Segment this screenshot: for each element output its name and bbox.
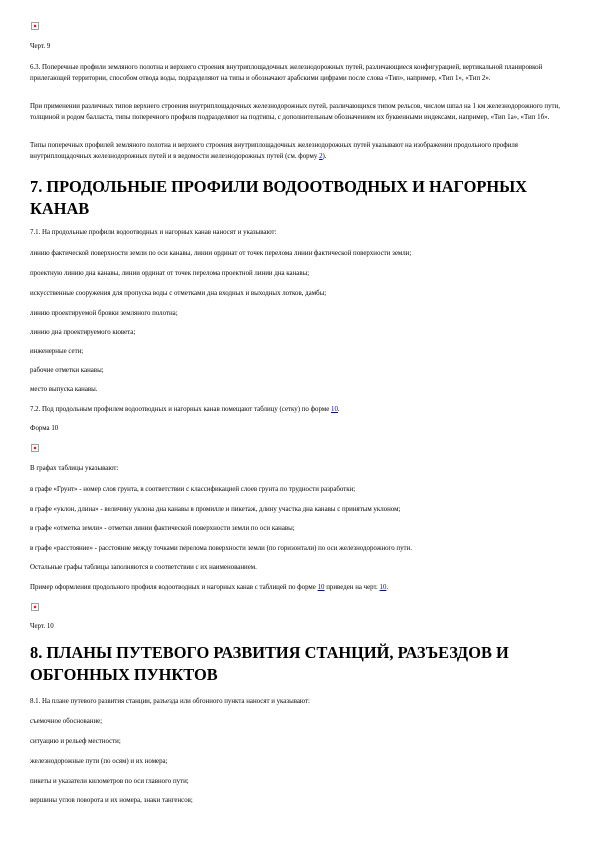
form-2-link[interactable]: 2 — [319, 152, 323, 160]
list-item: пикеты и указатели километров по оси главного пути; — [30, 778, 189, 785]
section-7-heading: 7. ПРОДОЛЬНЫЕ ПРОФИЛИ ВОДООТВОДНЫХ И НАГОРНЫХ КАНАВ — [30, 177, 528, 218]
figure-9-caption: Черт. 9 — [30, 43, 51, 50]
broken-image-icon — [31, 603, 39, 611]
figure-10-caption: Черт. 10 — [30, 623, 54, 630]
form-10-link[interactable]: 10 — [317, 584, 325, 591]
list-item: линию фактической поверхности земли по оси канавы, линии ординат от точек перелома линии фактической поверхности земли; — [30, 250, 412, 257]
figure-10-link[interactable]: 10 — [379, 584, 387, 591]
section-8-heading: 8. ПЛАНЫ ПУТЕВОГО РАЗВИТИЯ СТАНЦИЙ, РАЗЪЕЗДОВ И ОБГОННЫХ ПУНКТОВ — [30, 643, 509, 684]
list-item: железнодорожные пути (по осям) и их номера; — [30, 758, 168, 765]
list-item: вершины углов поворота и их номера, знаки тангенсов; — [30, 797, 193, 804]
broken-image-icon — [31, 444, 39, 452]
paragraph-example: Пример оформления продольного профиля водоотводных и нагорных канав с таблицей по форме 10 приведен на черт. 10. — [30, 584, 389, 591]
paragraph-6-3-subtypes: При применении различных типов верхнего строения внутриплощадочных железнодорожных путей, различающихся типом рельсов, числом шпал на 1 км железнодорожного пути, толщиной и родом балласта, типы поперечного профиля подразделяют на подтипы, с дополнительным обозначением их буквенными индексами, например, «Тип 1а», «Тип 1б». — [30, 103, 560, 121]
list-item: в графе «Грунт» - номер слоя грунта, в соответствии с классификацией слоев грунта по трудности разработки; — [30, 486, 356, 493]
list-item: в графе «отметка земли» - отметки линии фактической поверхности земли по оси канавы; — [30, 525, 295, 532]
list-item: линию проектируемой бровки земляного полотна; — [30, 310, 178, 317]
list-item: искусственные сооружения для пропуска воды с отметками дна входных и выходных лотков, дамбы; — [30, 290, 327, 297]
table-columns-intro: В графах таблицы указывают: — [30, 465, 119, 472]
list-item: проектную линию дна канавы, линии ординат от точек перелома проектной линии дна канавы; — [30, 270, 310, 277]
paragraph-8-1: 8.1. На плане путевого развития станции, разъезда или обгонного пункта наносят и указывают: — [30, 698, 310, 705]
list-item: инженерные сети; — [30, 348, 84, 355]
paragraph-7-1: 7.1. На продольные профили водоотводных и нагорных канав наносят и указывают: — [30, 229, 277, 236]
list-item: съемочное обоснование; — [30, 718, 103, 725]
list-item: в графе «уклон, длина» - величину уклона дна канавы в промилле и пикетаж, длину участка дна канавы с принятым уклоном; — [30, 506, 401, 513]
list-item: место выпуска канавы. — [30, 386, 98, 393]
list-item: рабочие отметки канавы; — [30, 367, 104, 374]
paragraph-6-3-types: Типы поперечных профилей земляного полотна и верхнего строения внутриплощадочных железнодорожных путей указывают на изображении продольного профиля внутриплощадочных железнодорожных путей и в ведомости железнодорожных путей (см. форму 2). — [30, 142, 518, 160]
list-item: линию дна проектируемого кювета; — [30, 329, 136, 336]
broken-image-icon — [31, 22, 39, 30]
paragraph-rest: Остальные графы таблицы заполняются в соответствии с их наименованием. — [30, 564, 257, 571]
form-10-link[interactable]: 10 — [331, 406, 338, 413]
list-item: в графе «расстояние» - расстояние между точками перелома поверхности земли (по горизонтали) по оси железнодорожного пути. — [30, 545, 412, 552]
paragraph-6-3: 6.3. Поперечные профили земляного полотна и верхнего строения внутриплощадочных железнодорожных путей, различающиеся конфигурацией, вертикальной планировкой прилегающей территории, способом отвода воды, подразделяют на типы и обозначают арабскими цифрами после слова «Тип», например, «Тип 1», «Тип 2». — [30, 64, 543, 82]
form-10-caption: Форма 10 — [30, 425, 59, 432]
list-item: ситуацию и рельеф местности; — [30, 738, 121, 745]
paragraph-7-2: 7.2. Под продольным профилем водоотводных и нагорных канав помещают таблицу (сетку) по форме 10. — [30, 406, 340, 413]
